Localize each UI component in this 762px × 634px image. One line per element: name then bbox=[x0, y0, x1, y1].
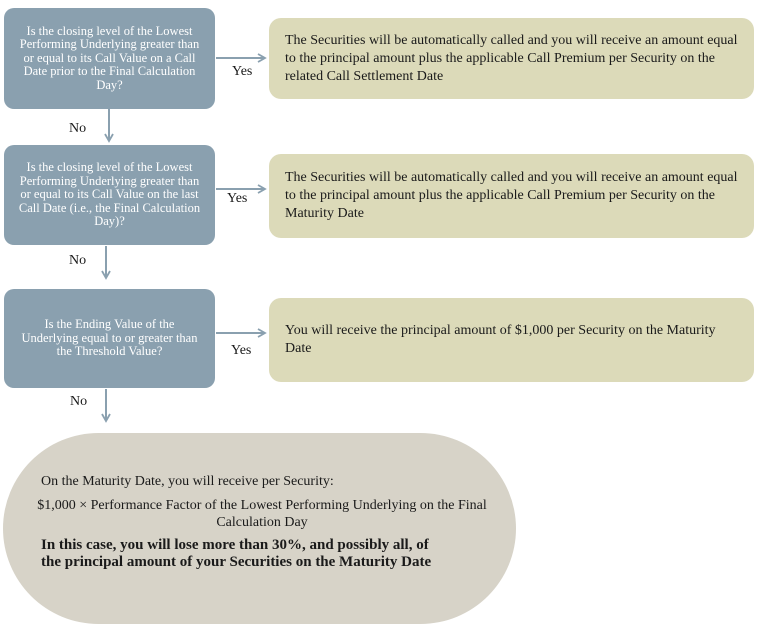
final-outcome-box bbox=[3, 433, 516, 624]
question-3-text: Is the Ending Value of the Underlying equal to or greater than the Threshold Value? bbox=[21, 317, 198, 359]
outcome-box-2 bbox=[269, 154, 754, 238]
no-label-3: No bbox=[70, 394, 88, 409]
outcome-3-text: You will receive the principal amount of $1,000 per Security on the Maturity Date bbox=[285, 323, 716, 356]
question-box-1 bbox=[4, 8, 215, 109]
final-intro-text: On the Maturity Date, you will receive per Security: bbox=[41, 474, 334, 489]
outcome-1-text: The Securities will be automatically called and you will receive an amount equal to the principal amount plus the applicable Call Premium per Security on the related Call Settlement Date bbox=[285, 32, 738, 84]
yes-label-2: Yes bbox=[227, 191, 248, 206]
final-formula-text: $1,000 × Performance Factor of the Lowest Performing Underlying on the Final Calculation Day bbox=[37, 498, 487, 530]
outcome-box-3 bbox=[269, 298, 754, 382]
no-label-2: No bbox=[69, 253, 87, 268]
yes-label-3: Yes bbox=[231, 343, 252, 358]
yes-label-1: Yes bbox=[232, 64, 253, 79]
no-label-1: No bbox=[69, 121, 87, 136]
question-box-3 bbox=[4, 289, 215, 388]
question-2-text: Is the closing level of the Lowest Performing Underlying greater than or equal to its Call Value on the last Call Date (i.e., the Final Calculation Day)? bbox=[18, 160, 201, 229]
question-1-text: Is the closing level of the Lowest Performing Underlying greater than or equal to its Call Value on a Call Date prior to the Final Calculation Day? bbox=[19, 23, 200, 92]
final-warning-text: In this case, you will lose more than 30%, and possibly all, of the principal amount of your Securities on the Maturity Date bbox=[41, 537, 432, 570]
outcome-2-text: The Securities will be automatically called and you will receive an amount equal to the principal amount plus the applicable Call Premium per Security on the Maturity Date bbox=[285, 170, 738, 221]
outcome-box-1 bbox=[269, 18, 754, 99]
question-box-2 bbox=[4, 145, 215, 245]
